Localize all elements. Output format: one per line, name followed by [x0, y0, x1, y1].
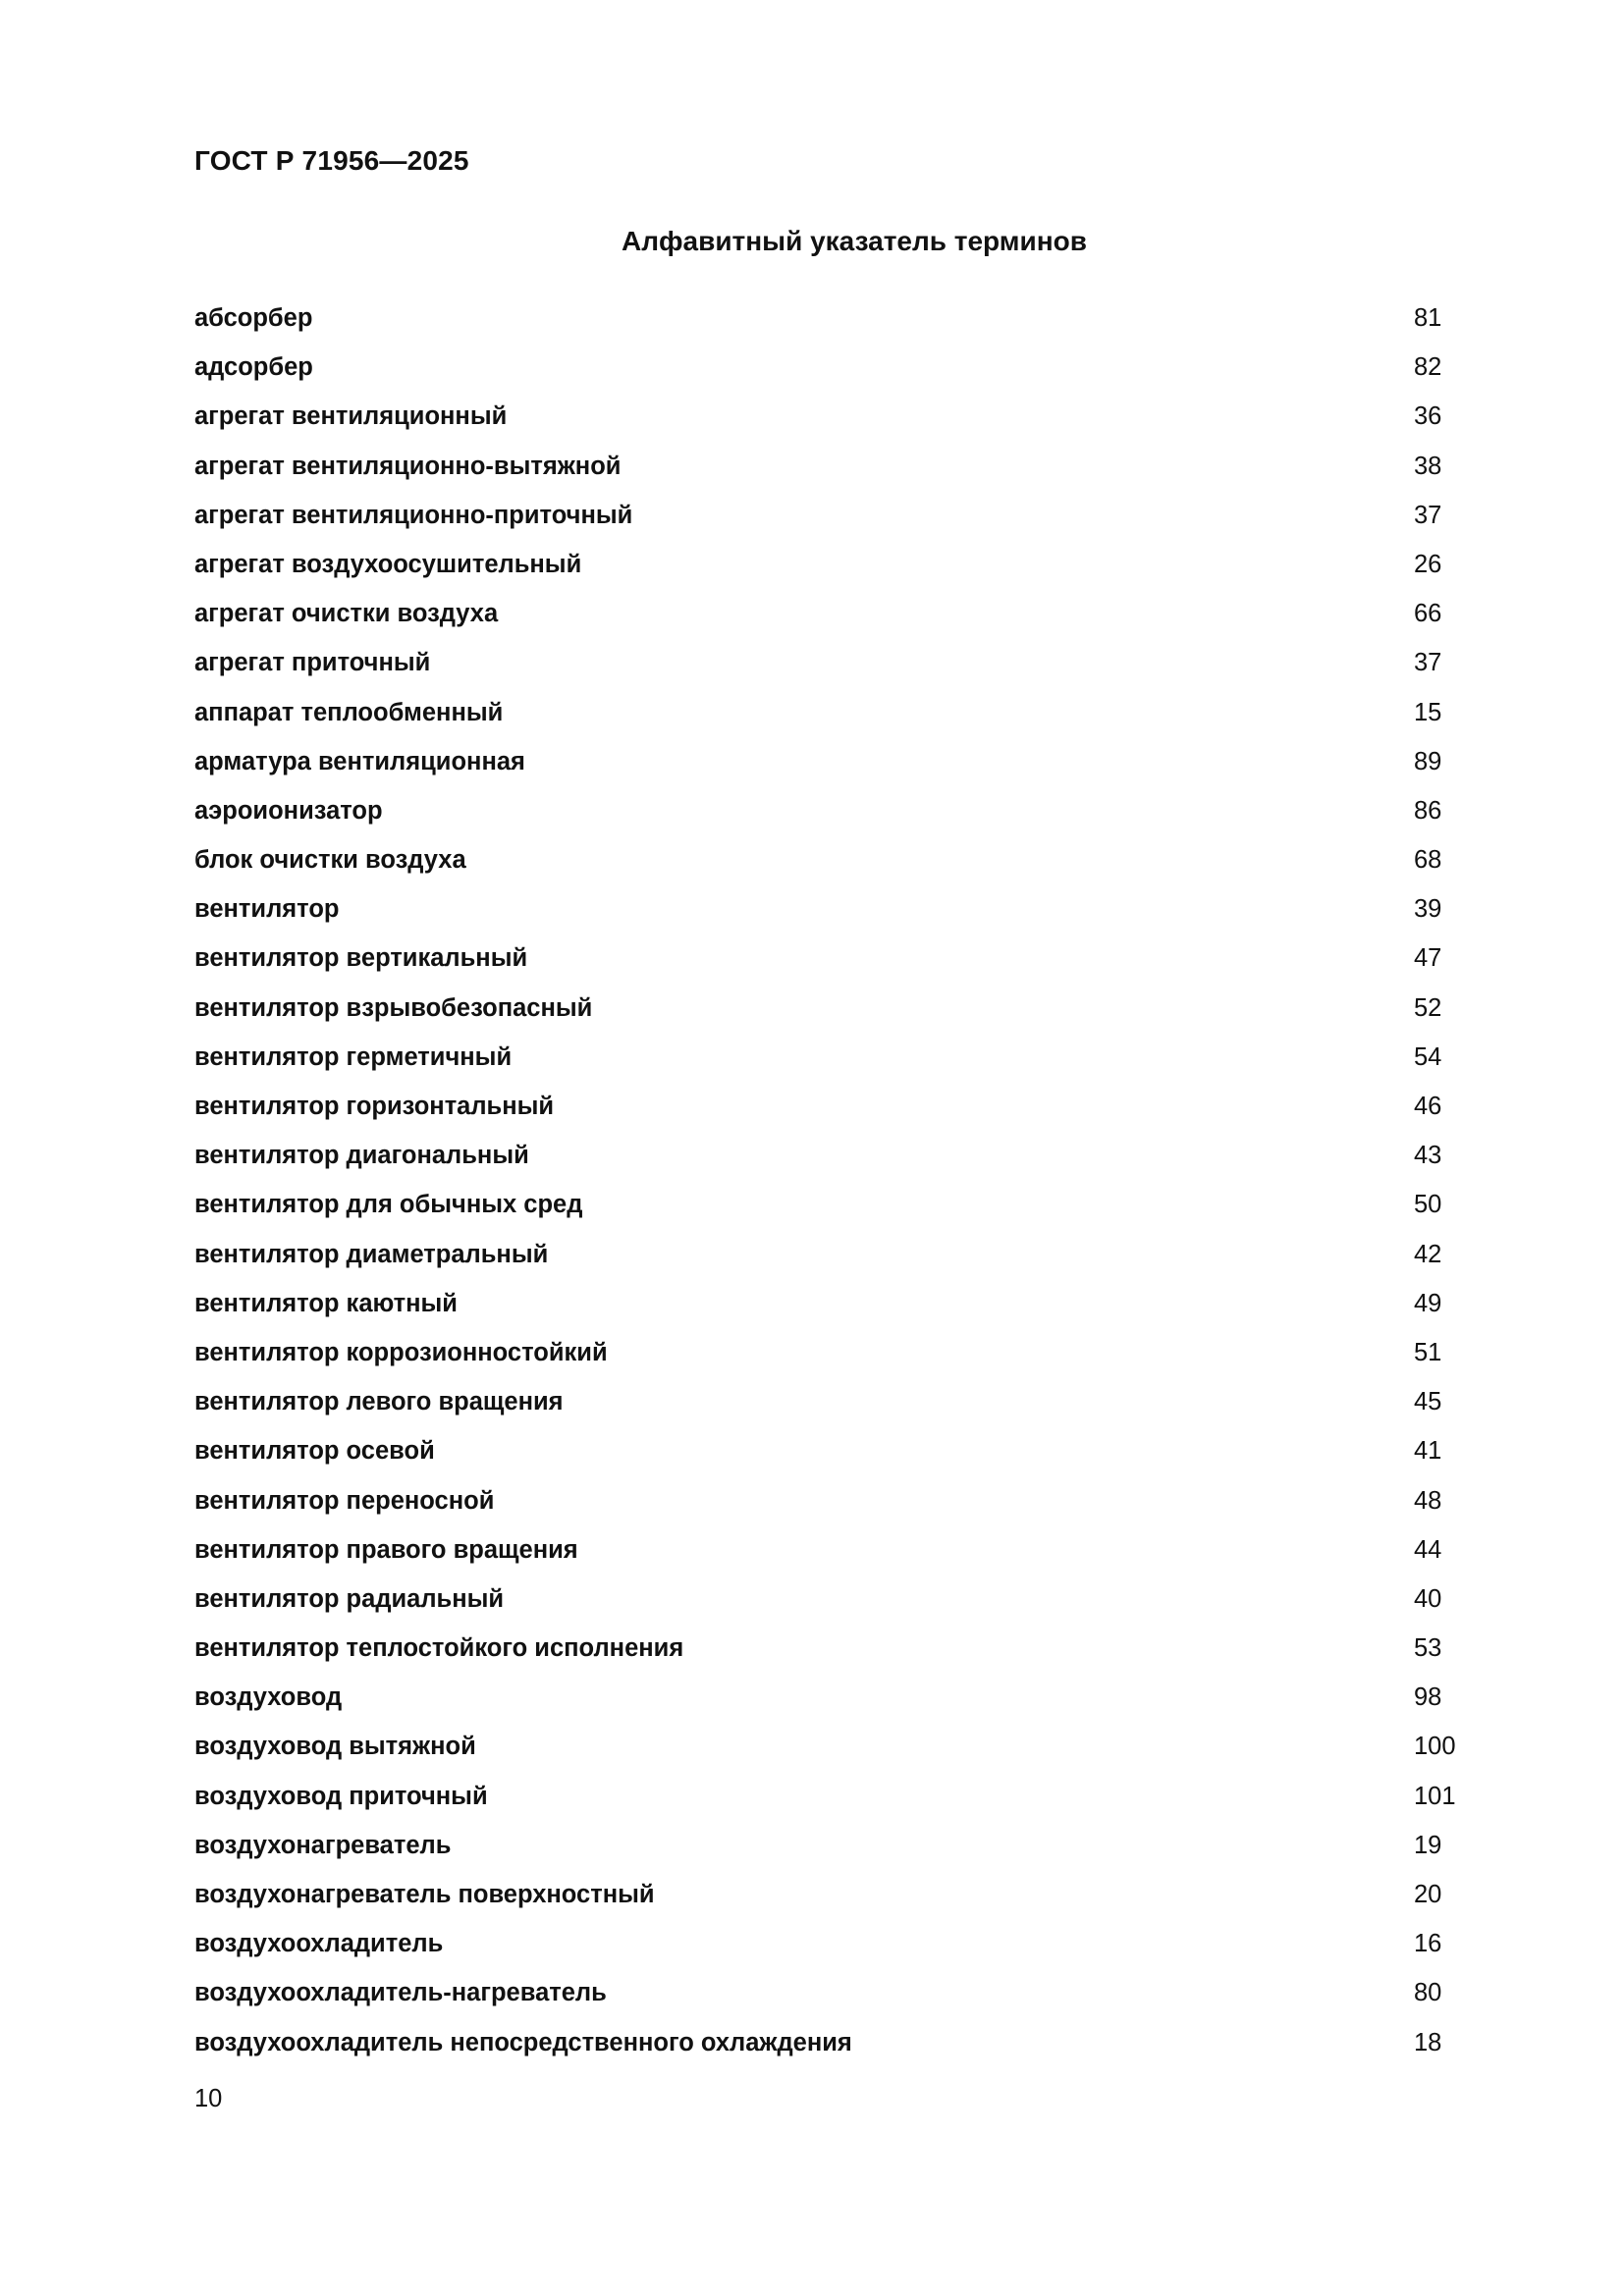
index-entry [194, 1972, 1451, 2021]
index-entry [194, 1776, 1456, 1825]
index-entry [194, 1037, 1451, 1086]
index-term-number: 53 [1414, 1634, 1442, 1663]
page-number: 10 [194, 2085, 223, 2112]
index-term-number: 46 [1414, 1093, 1442, 1120]
index-entry [194, 1677, 1451, 1726]
index-entry [194, 642, 1451, 691]
index-entry [194, 741, 1451, 790]
index-term: воздухоохладитель-нагреватель [194, 1979, 607, 2007]
index-entry [194, 1184, 1451, 1233]
index-entry [194, 1381, 1451, 1430]
index-term: вентилятор [194, 895, 340, 924]
index-entry [194, 1628, 1451, 1677]
index-entry [194, 1726, 1456, 1775]
index-term-number: 38 [1414, 452, 1442, 480]
index-term-number: 43 [1414, 1142, 1442, 1170]
index-entry [194, 1086, 1451, 1135]
index-term: вентилятор правого вращения [194, 1535, 578, 1564]
index-entry [194, 1923, 1451, 1972]
index-term: аэроионизатор [194, 796, 383, 825]
index-term-number: 44 [1414, 1535, 1442, 1564]
index-term: воздухоохладитель непосредственного охлаждения [194, 2028, 852, 2056]
index-entry [194, 1578, 1451, 1628]
index-term: вентилятор каютный [194, 1289, 458, 1317]
index-term-number: 49 [1414, 1289, 1442, 1317]
index-term-number: 100 [1414, 1733, 1456, 1761]
index-term-number: 40 [1414, 1584, 1442, 1613]
index-term: воздухонагреватель [194, 1831, 452, 1859]
index-term: вентилятор взрывобезопасный [194, 993, 593, 1022]
index-entry [194, 1529, 1451, 1578]
index-list [194, 297, 1456, 2071]
index-entry [194, 1480, 1451, 1529]
index-term-number: 48 [1414, 1486, 1442, 1515]
index-term-number: 52 [1414, 993, 1442, 1022]
index-term: вентилятор горизонтальный [194, 1093, 555, 1120]
index-entry [194, 347, 1451, 396]
index-term-number: 54 [1414, 1042, 1442, 1071]
index-term: воздуховод вытяжной [194, 1733, 476, 1761]
index-term: воздуховод приточный [194, 1782, 488, 1810]
index-term: агрегат вентиляционно-вытяжной [194, 452, 622, 480]
index-term: воздухонагреватель поверхностный [194, 1881, 655, 1908]
index-term-number: 81 [1414, 304, 1442, 332]
index-entry [194, 1825, 1451, 1874]
index-term-number: 98 [1414, 1683, 1442, 1712]
index-term-number: 45 [1414, 1388, 1442, 1416]
index-entry [194, 593, 1451, 642]
index-title: Алфавитный указатель терминов [622, 226, 1087, 256]
index-term-number: 16 [1414, 1930, 1442, 1958]
index-term-number: 50 [1414, 1191, 1442, 1219]
index-term: вентилятор для обычных сред [194, 1191, 583, 1219]
index-term-number: 47 [1414, 944, 1442, 973]
index-term-number: 86 [1414, 796, 1442, 825]
index-entry [194, 1283, 1451, 1332]
index-term: агрегат вентиляционно-приточный [194, 501, 633, 529]
document-header: ГОСТ Р 71956—2025 [194, 145, 469, 176]
index-entry [194, 790, 1451, 839]
index-term-number: 20 [1414, 1881, 1442, 1908]
index-term: воздуховод [194, 1683, 343, 1712]
index-term: абсорбер [194, 304, 313, 332]
index-term-number: 51 [1414, 1338, 1442, 1366]
index-entry [194, 1234, 1451, 1283]
index-entry [194, 839, 1451, 888]
index-term-number: 80 [1414, 1979, 1442, 2007]
index-term-number: 89 [1414, 747, 1442, 775]
index-entry [194, 297, 1451, 347]
index-entry [194, 544, 1451, 593]
index-entry [194, 888, 1451, 937]
index-term: вентилятор теплостойкого исполнения [194, 1634, 684, 1663]
index-term: вентилятор левого вращения [194, 1388, 564, 1416]
index-term: агрегат воздухоосушительный [194, 550, 582, 578]
index-entry [194, 1874, 1451, 1923]
index-term: арматура вентиляционная [194, 747, 525, 775]
index-term: вентилятор вертикальный [194, 944, 528, 973]
index-term: воздухоохладитель [194, 1930, 444, 1958]
index-term-number: 26 [1414, 550, 1442, 578]
index-entry [194, 2022, 1451, 2071]
index-entry [194, 692, 1451, 741]
index-term-number: 36 [1414, 402, 1442, 431]
index-entry [194, 446, 1451, 495]
index-entry [194, 1430, 1451, 1479]
index-term-number: 37 [1414, 649, 1442, 677]
index-entry [194, 988, 1451, 1037]
index-term-number: 18 [1414, 2028, 1442, 2056]
index-term: вентилятор осевой [194, 1437, 435, 1466]
index-term: агрегат приточный [194, 649, 431, 677]
index-entry [194, 1135, 1451, 1184]
index-term-number: 66 [1414, 600, 1442, 628]
index-term-number: 101 [1414, 1782, 1456, 1810]
index-term-number: 68 [1414, 846, 1442, 875]
index-term-number: 19 [1414, 1831, 1442, 1859]
index-term-number: 39 [1414, 895, 1442, 924]
index-term-number: 41 [1414, 1437, 1442, 1466]
index-term: вентилятор герметичный [194, 1042, 513, 1071]
index-term: вентилятор переносной [194, 1486, 495, 1515]
index-term: вентилятор диаметральный [194, 1240, 549, 1268]
index-term: вентилятор радиальный [194, 1584, 505, 1613]
index-term-number: 37 [1414, 501, 1442, 529]
index-term-number: 82 [1414, 353, 1442, 382]
index-term: вентилятор коррозионностойкий [194, 1338, 608, 1366]
index-term: блок очистки воздуха [194, 846, 466, 875]
index-term: адсорбер [194, 353, 313, 382]
index-term: вентилятор диагональный [194, 1142, 529, 1170]
index-term: аппарат теплообменный [194, 698, 504, 726]
index-term-number: 15 [1414, 698, 1442, 726]
index-entry [194, 1332, 1451, 1381]
index-entry [194, 937, 1451, 987]
index-term: агрегат вентиляционный [194, 402, 508, 431]
index-term-number: 42 [1414, 1240, 1442, 1268]
index-entry [194, 495, 1451, 544]
index-term: агрегат очистки воздуха [194, 600, 499, 628]
index-entry [194, 396, 1451, 445]
